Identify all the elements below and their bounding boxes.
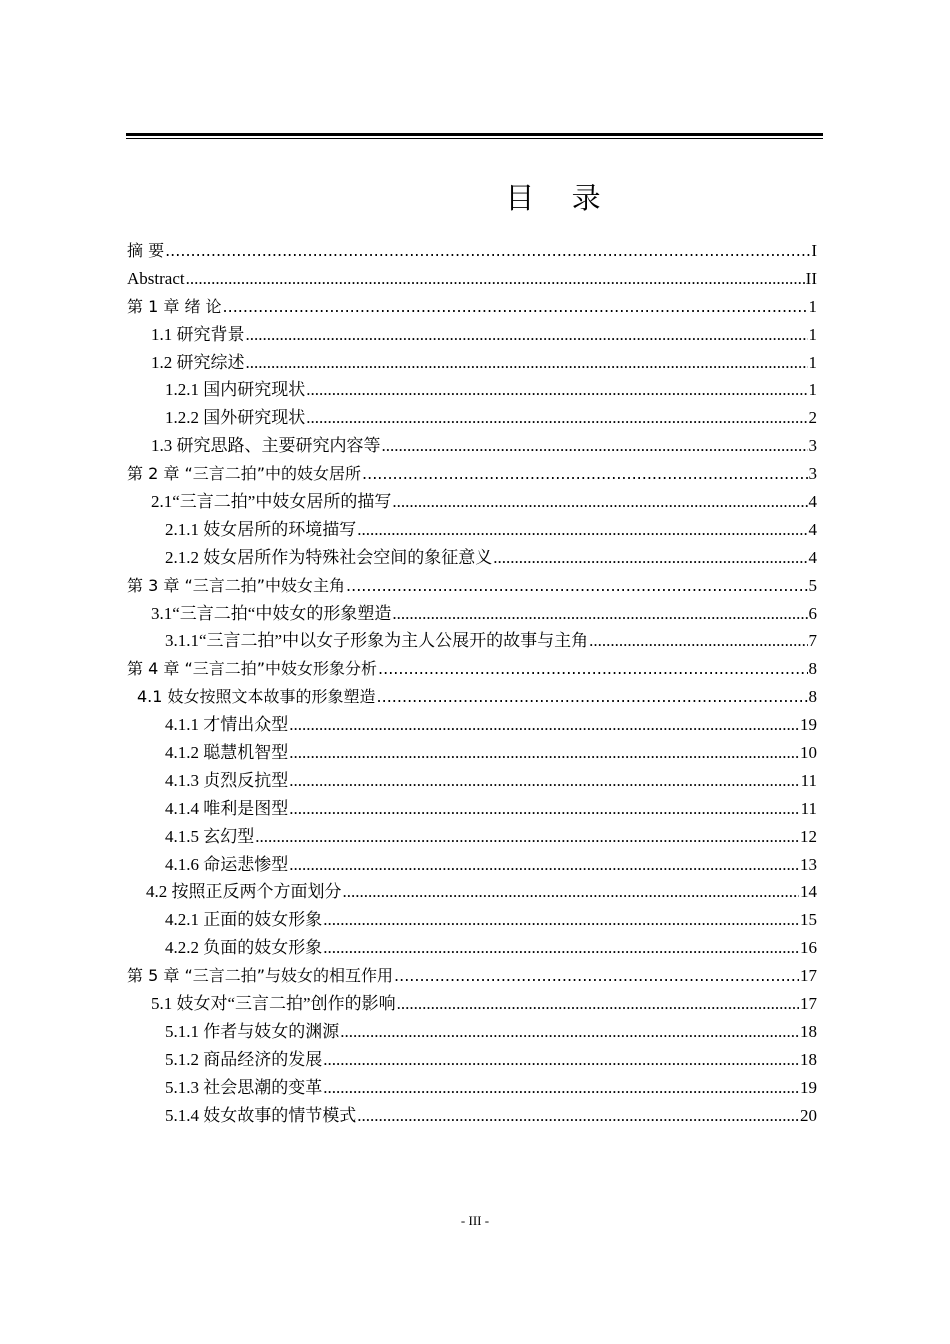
header-rule-thin — [126, 138, 823, 139]
toc-entry-label: 4.1.3 贞烈反抗型 — [165, 770, 289, 790]
toc-entry-label: 第 2 章 “三言二拍”中的妓女居所 — [127, 464, 362, 484]
toc-entry-label: 5.1.1 作者与妓女的渊源 — [165, 1021, 340, 1041]
toc-entry[interactable] — [127, 516, 817, 544]
toc-entry-label: 3.1.1“三言二拍”中以女子形象为主人公展开的故事与主角 — [165, 631, 589, 651]
toc-entry[interactable] — [127, 488, 817, 516]
toc-entry-page-number: 1 — [808, 380, 817, 400]
toc-entry-page-number: 20 — [800, 1105, 817, 1125]
toc-entry-page-number: 1 — [808, 296, 817, 316]
toc-entry-label: 摘 要 — [127, 241, 165, 260]
toc-entry[interactable] — [127, 990, 817, 1018]
toc-entry[interactable] — [127, 544, 817, 572]
toc-leader-dots — [223, 293, 808, 321]
toc-entry[interactable] — [127, 962, 817, 990]
toc-leader-dots — [378, 655, 807, 683]
toc-entry-label: 4.2.2 负面的妓女形象 — [165, 938, 323, 958]
toc-entry-label: 2.1.1 妓女居所的环境描写 — [165, 519, 357, 539]
toc-leader-dots — [246, 349, 808, 377]
toc-leader-dots — [289, 851, 799, 879]
toc-entry-label: 第 5 章 “三言二拍”与妓女的相互作用 — [127, 966, 394, 986]
toc-leader-dots — [323, 1046, 799, 1074]
toc-entry[interactable] — [127, 767, 817, 795]
toc-leader-dots — [323, 906, 799, 934]
toc-entry-page-number: 18 — [800, 1049, 817, 1069]
toc-leader-dots — [392, 600, 807, 628]
toc-entry-page-number: 14 — [800, 882, 817, 902]
header-rule-thick — [126, 133, 823, 136]
toc-entry[interactable] — [127, 878, 817, 906]
toc-entry-page-number: 4 — [808, 492, 817, 512]
toc-entry-label: 3.1“三言二拍“中妓女的形象塑造 — [151, 603, 392, 623]
toc-entry-label: 第 4 章 “三言二拍”中妓女形象分析 — [127, 659, 378, 679]
toc-entry-label: 4.2.1 正面的妓女形象 — [165, 910, 323, 930]
toc-entry[interactable] — [127, 404, 817, 432]
toc-entry-page-number: 11 — [800, 798, 817, 818]
toc-leader-dots — [589, 627, 807, 655]
toc-entry-page-number: 18 — [800, 1021, 817, 1041]
toc-entry-label: 1.1 研究背景 — [151, 324, 245, 344]
toc-leader-dots — [289, 795, 799, 823]
toc-entry-page-number: 7 — [808, 631, 817, 651]
toc-entry[interactable] — [127, 572, 817, 600]
toc-leader-dots — [306, 404, 807, 432]
toc-entry[interactable] — [127, 376, 817, 404]
toc-entry-label: 1.2 研究综述 — [151, 352, 245, 372]
toc-entry[interactable] — [127, 321, 817, 349]
table-of-contents — [127, 237, 817, 1130]
toc-entry-label: 4.1 妓女按照文本故事的形象塑造 — [137, 687, 376, 707]
toc-entry[interactable] — [127, 795, 817, 823]
toc-entry-page-number: 19 — [800, 1077, 817, 1097]
toc-entry-label: 4.1.4 唯利是图型 — [165, 798, 289, 818]
toc-entry-page-number: I — [811, 241, 817, 260]
toc-entry-page-number: II — [805, 268, 817, 288]
toc-leader-dots — [323, 1074, 799, 1102]
toc-entry-page-number: 1 — [808, 352, 817, 372]
toc-entry-page-number: 4 — [808, 519, 817, 539]
toc-entry-page-number: 11 — [800, 770, 817, 790]
toc-entry[interactable] — [127, 711, 817, 739]
toc-entry-page-number: 8 — [808, 659, 817, 679]
toc-leader-dots — [289, 767, 799, 795]
toc-entry[interactable] — [127, 655, 817, 683]
toc-leader-dots — [357, 1102, 799, 1130]
toc-entry[interactable] — [127, 683, 817, 711]
toc-entry-page-number: 3 — [808, 464, 817, 484]
toc-entry[interactable] — [127, 823, 817, 851]
toc-entry-label: 1.2.1 国内研究现状 — [165, 380, 306, 400]
toc-entry-page-number: 12 — [800, 826, 817, 846]
toc-entry-page-number: 10 — [800, 743, 817, 763]
toc-leader-dots — [397, 990, 799, 1018]
toc-leader-dots — [493, 544, 807, 572]
toc-entry[interactable] — [127, 265, 817, 293]
toc-leader-dots — [340, 1018, 799, 1046]
toc-leader-dots — [394, 962, 799, 990]
toc-leader-dots — [323, 934, 799, 962]
toc-entry-page-number: 4 — [808, 547, 817, 567]
toc-leader-dots — [357, 516, 807, 544]
page-number-footer: - III - — [460, 1213, 490, 1228]
toc-entry[interactable] — [127, 600, 817, 628]
toc-entry-label: 1.2.2 国外研究现状 — [165, 408, 306, 428]
toc-leader-dots — [289, 711, 799, 739]
toc-leader-dots — [362, 460, 807, 488]
toc-entry[interactable] — [127, 237, 817, 265]
toc-entry-page-number: 17 — [800, 966, 817, 986]
toc-entry-page-number: 13 — [800, 854, 817, 874]
toc-entry-label: 4.1.6 命运悲惨型 — [165, 854, 289, 874]
toc-entry-page-number: 5 — [808, 575, 817, 595]
toc-entry-label: 5.1 妓女对“三言二拍”创作的影响 — [151, 994, 396, 1014]
toc-entry-page-number: 15 — [800, 910, 817, 930]
toc-entry[interactable] — [127, 851, 817, 879]
toc-entry-page-number: 1 — [808, 324, 817, 344]
toc-entry[interactable] — [127, 432, 817, 460]
toc-entry[interactable] — [127, 349, 817, 377]
toc-leader-dots — [289, 739, 799, 767]
toc-leader-dots — [306, 376, 807, 404]
toc-entry[interactable] — [127, 460, 817, 488]
toc-entry[interactable] — [127, 906, 817, 934]
toc-leader-dots — [246, 321, 808, 349]
toc-entry[interactable] — [127, 1102, 817, 1130]
toc-entry-label: 2.1.2 妓女居所作为特殊社会空间的象征意义 — [165, 547, 493, 567]
toc-entry[interactable] — [127, 1018, 817, 1046]
toc-leader-dots — [186, 265, 805, 293]
page-title: 目 录 — [505, 181, 615, 215]
toc-entry[interactable] — [127, 627, 817, 655]
toc-entry-label: Abstract — [127, 268, 185, 288]
toc-leader-dots — [382, 432, 808, 460]
toc-entry-page-number: 6 — [808, 603, 817, 623]
toc-entry-label: 5.1.2 商品经济的发展 — [165, 1049, 323, 1069]
toc-entry-page-number: 3 — [808, 436, 817, 456]
toc-entry-label: 5.1.3 社会思潮的变革 — [165, 1077, 323, 1097]
toc-entry-page-number: 19 — [800, 715, 817, 735]
toc-leader-dots — [343, 878, 800, 906]
toc-entry-label: 4.2 按照正反两个方面划分 — [146, 882, 342, 902]
toc-entry[interactable] — [127, 293, 817, 321]
toc-entry-label: 5.1.4 妓女故事的情节模式 — [165, 1105, 357, 1125]
toc-entry-page-number: 8 — [808, 687, 817, 707]
toc-entry[interactable] — [127, 739, 817, 767]
toc-leader-dots — [377, 683, 808, 711]
toc-entry[interactable] — [127, 1074, 817, 1102]
toc-entry-page-number: 2 — [808, 408, 817, 428]
toc-entry-label: 1.3 研究思路、主要研究内容等 — [151, 436, 381, 456]
toc-entry-label: 4.1.2 聪慧机智型 — [165, 743, 289, 763]
toc-entry-page-number: 17 — [800, 994, 817, 1014]
toc-entry-label: 4.1.5 玄幻型 — [165, 826, 255, 846]
toc-leader-dots — [346, 572, 807, 600]
toc-entry-label: 4.1.1 才情出众型 — [165, 715, 289, 735]
toc-leader-dots — [255, 823, 799, 851]
toc-entry[interactable] — [127, 934, 817, 962]
toc-entry-label: 2.1“三言二拍”中妓女居所的描写 — [151, 492, 392, 512]
toc-entry-label: 第 1 章 绪 论 — [127, 296, 222, 316]
toc-leader-dots — [165, 237, 810, 265]
toc-leader-dots — [392, 488, 807, 516]
toc-entry[interactable] — [127, 1046, 817, 1074]
toc-entry-label: 第 3 章 “三言二拍”中妓女主角 — [127, 575, 346, 595]
toc-entry-page-number: 16 — [800, 938, 817, 958]
